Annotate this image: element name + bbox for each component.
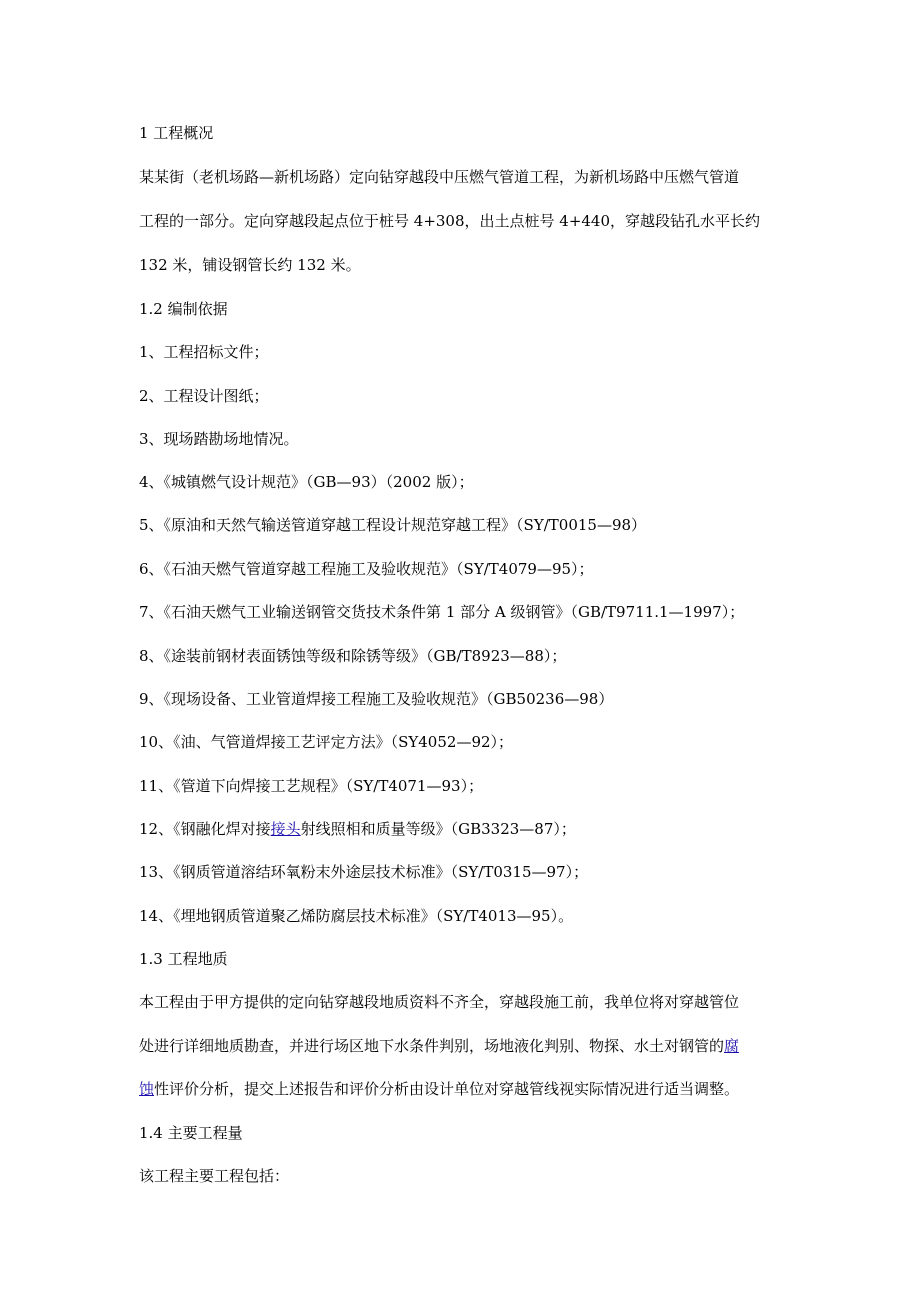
geology-line-2-text: 处进行详细地质勘查，并进行场区地下水条件判别，场地液化判别、物探、水土对钢管的 — [139, 1037, 725, 1055]
basis-item-7: 7、《石油天燃气工业输送钢管交货技术条件第 1 部分 A 级钢管》（GB/T9711.1—1997）； — [139, 603, 745, 621]
basis-item-12-before: 12、《钢融化焊对接 — [139, 820, 271, 838]
basis-item-3: 3、现场踏勘场地情况。 — [139, 430, 299, 448]
basis-item-10: 10、《油、气管道焊接工艺评定方法》（SY4052—92）； — [139, 733, 514, 751]
quantity-intro: 该工程主要工程包括： — [139, 1167, 290, 1185]
basis-item-1: 1、工程招标文件； — [139, 343, 269, 361]
basis-item-14: 14、《埋地钢质管道聚乙烯防腐层技术标准》（SY/T4013—95）。 — [139, 907, 574, 925]
basis-item-13: 13、《钢质管道溶结环氧粉末外途层技术标准》（SY/T0315—97）； — [139, 863, 589, 881]
geology-line-3-text: 性评价分析，提交上述报告和评价分析由设计单位对穿越管线视实际情况进行适当调整。 — [154, 1080, 740, 1098]
geology-line-1: 本工程由于甲方提供的定向钻穿越段地质资料不齐全，穿越段施工前，我单位将对穿越管位 — [139, 993, 740, 1011]
basis-item-9: 9、《现场设备、工业管道焊接工程施工及验收规范》（GB50236—98） — [139, 690, 614, 708]
section-heading-basis: 1.2 编制依据 — [139, 300, 228, 318]
basis-item-12 — [139, 819, 789, 839]
section-heading-overview: 1 工程概况 — [139, 124, 214, 142]
corrosion-link-part1[interactable]: 腐 — [724, 1037, 740, 1055]
joint-link[interactable]: 接头 — [270, 820, 301, 838]
basis-item-11: 11、《管道下向焊接工艺规程》（SY/T4071—93）； — [139, 777, 484, 795]
geology-line-3 — [139, 1079, 789, 1099]
corrosion-link-part2[interactable]: 蚀 — [139, 1080, 155, 1098]
overview-line-1: 某某街（老机场路—新机场路）定向钻穿越段中压燃气管道工程，为新机场路中压燃气管道 — [139, 168, 740, 186]
overview-line-3: 132 米，铺设钢管长约 132 米。 — [139, 256, 361, 274]
basis-item-5: 5、《原油和天然气输送管道穿越工程设计规范穿越工程》（SY/T0015—98） — [139, 516, 647, 534]
section-heading-geology: 1.3 工程地质 — [139, 950, 228, 968]
basis-item-2: 2、工程设计图纸； — [139, 387, 269, 405]
overview-line-2: 工程的一部分。定向穿越段起点位于桩号 4+308，出土点桩号 4+440，穿越段钻孔水平长约 — [139, 212, 761, 230]
basis-item-12-after: 射线照相和质量等级》（GB3323—87）； — [300, 820, 576, 838]
geology-line-2 — [139, 1036, 789, 1056]
basis-item-8: 8、《途装前钢材表面锈蚀等级和除锈等级》（GB/T8923—88）； — [139, 647, 567, 665]
section-heading-quantities: 1.4 主要工程量 — [139, 1124, 243, 1142]
basis-item-4: 4、《城镇燃气设计规范》（GB—93）（2002 版）； — [139, 473, 474, 491]
basis-item-6: 6、《石油天燃气管道穿越工程施工及验收规范》（SY/T4079—95）； — [139, 560, 594, 578]
